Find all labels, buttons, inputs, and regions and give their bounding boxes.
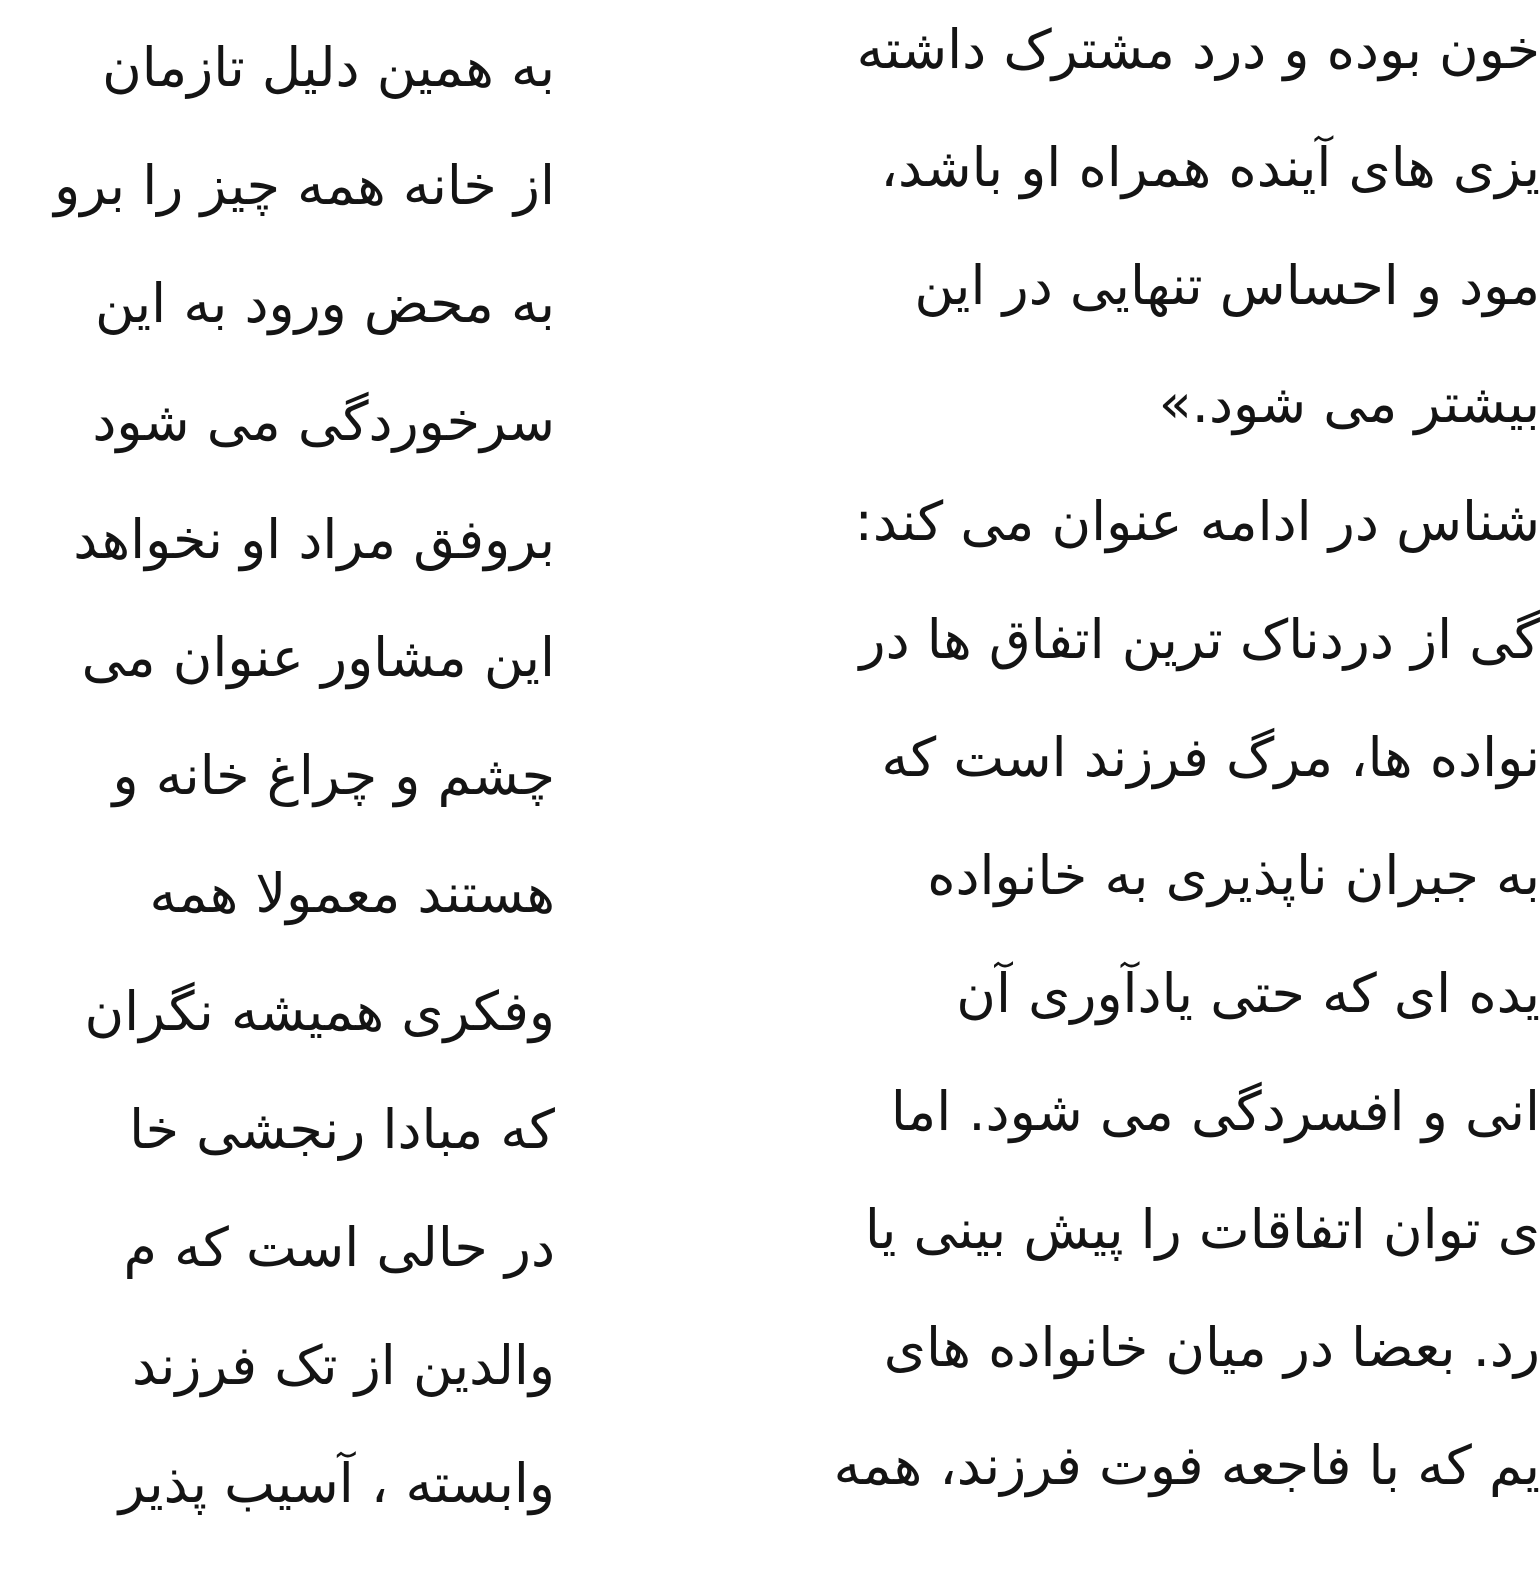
- right-line-12: رد. بعضا در میان خانواده های: [883, 1316, 1540, 1379]
- right-line-5: شناس در ادامه عنوان می کند:: [854, 490, 1540, 553]
- right-line-4: بیشتر می شود.»: [1158, 372, 1540, 435]
- left-line-10: که مبادا رنجشی خا: [129, 1098, 555, 1161]
- left-line-4: سرخوردگی می شود: [92, 390, 555, 453]
- right-line-13: یم که با فاجعه فوت فرزند، همه: [833, 1434, 1540, 1497]
- left-line-12: والدین از تک فرزند: [131, 1334, 555, 1397]
- left-line-9: وفکری همیشه نگران: [84, 980, 555, 1043]
- left-line-6: این مشاور عنوان می: [81, 626, 555, 689]
- left-line-8: هستند معمولا همه: [149, 862, 555, 925]
- right-line-11: ی توان اتفاقات را پیش بینی یا: [864, 1198, 1540, 1261]
- left-line-7: چشم و چراغ خانه و: [112, 744, 555, 807]
- left-line-5: بروفق مراد او نخواهد: [73, 508, 555, 571]
- left-line-3: به محض ورود به این: [95, 272, 555, 335]
- right-line-9: یده ای که حتی یادآوری آن: [956, 962, 1540, 1025]
- left-line-2: از خانه همه چیز را برو: [54, 154, 555, 217]
- right-line-10: انی و افسردگی می شود. اما: [890, 1080, 1540, 1143]
- left-text-column: [0, 0, 560, 1583]
- right-line-6: گی از دردناک ترین اتفاق ها در: [859, 608, 1540, 671]
- right-line-2: یزی های آینده همراه او باشد،: [880, 136, 1540, 199]
- right-line-3: مود و احساس تنهایی در این: [914, 254, 1540, 317]
- left-line-11: در حالی است که م: [123, 1216, 555, 1279]
- right-line-7: نواده ها، مرگ فرزند است که: [881, 726, 1540, 789]
- left-line-13: وابسته ، آسیب پذیر: [118, 1452, 555, 1515]
- left-line-1: به همین دلیل تازمان: [102, 36, 555, 99]
- right-line-1: خون بوده و درد مشترک داشته: [856, 18, 1540, 81]
- right-line-8: به جبران ناپذیری به خانواده: [927, 844, 1540, 907]
- right-text-column: [690, 0, 1540, 1583]
